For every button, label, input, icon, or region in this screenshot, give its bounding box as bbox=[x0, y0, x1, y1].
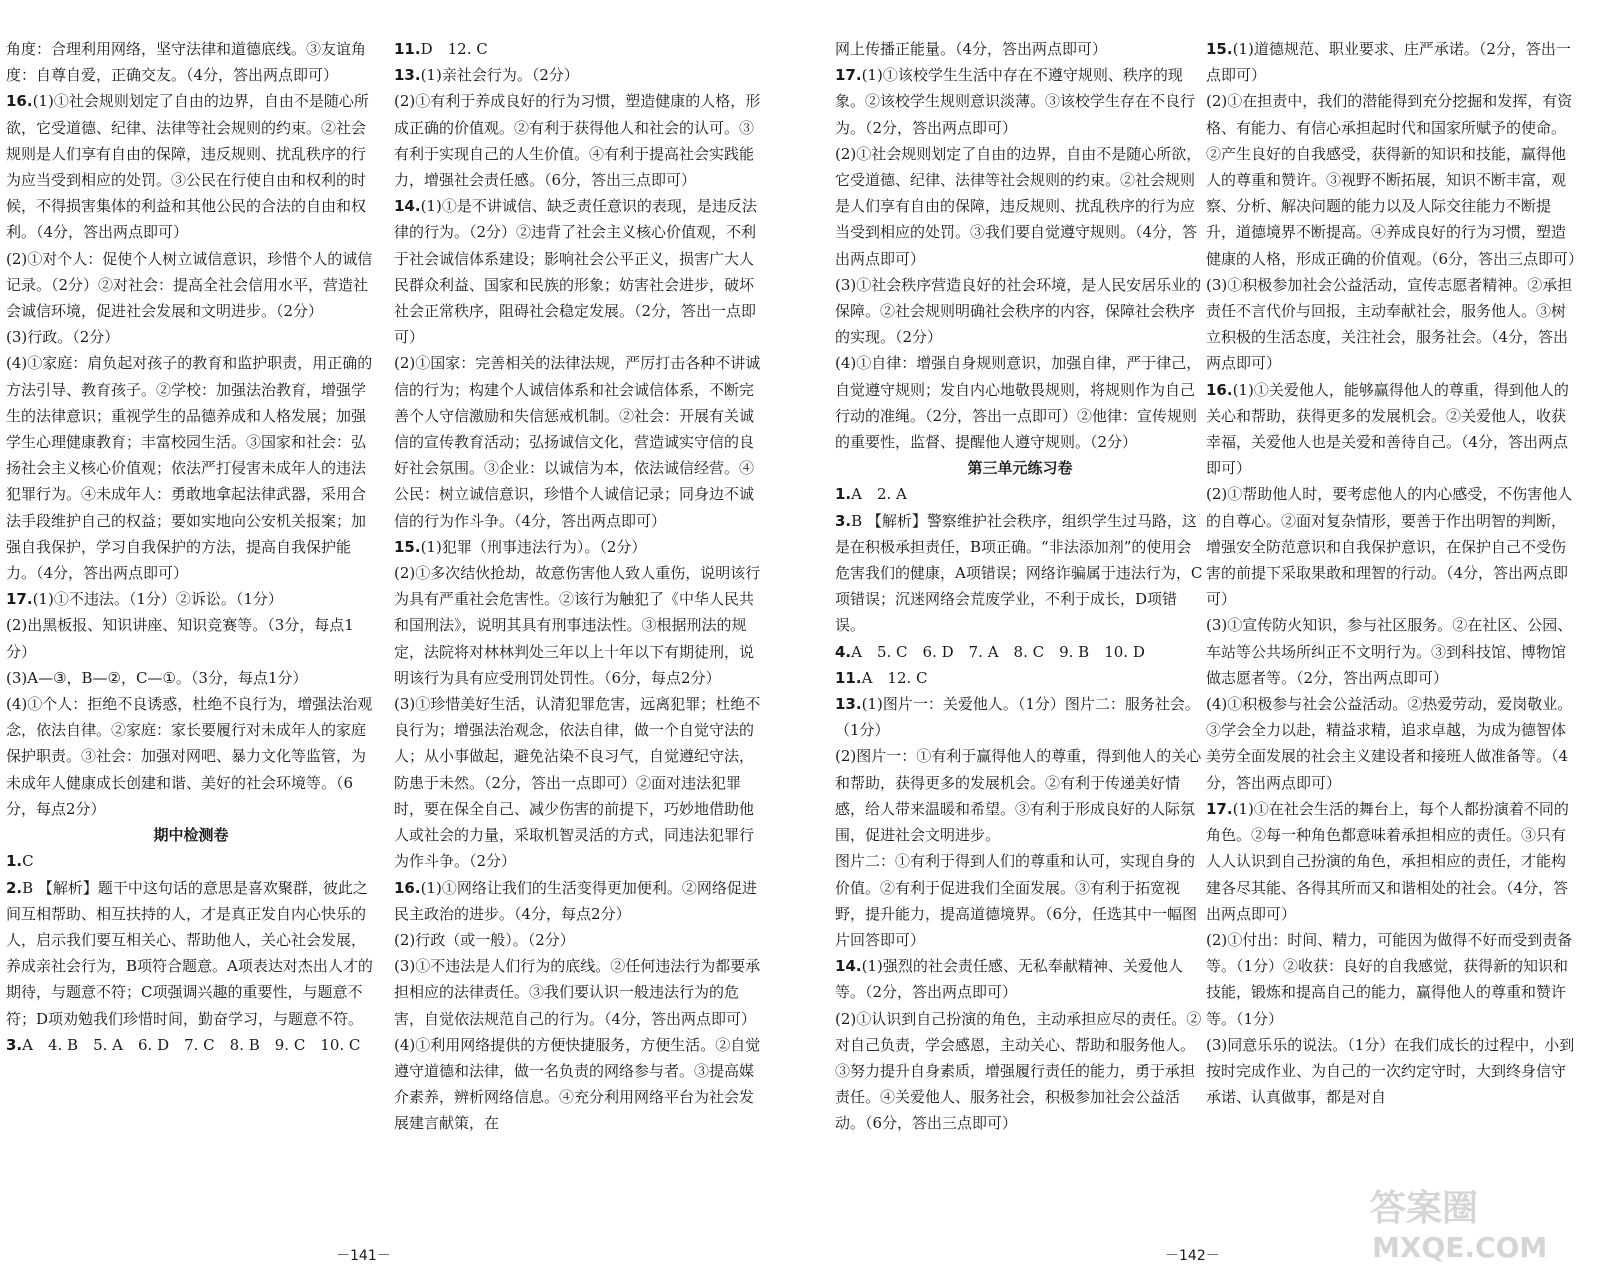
question-number: 1. bbox=[835, 485, 852, 504]
answer-text: (1)犯罪（刑事违法行为）。（2分） bbox=[420, 537, 647, 556]
answer-paragraph bbox=[835, 665, 1205, 691]
answer-paragraph bbox=[1206, 36, 1576, 88]
answer-paragraph bbox=[6, 586, 376, 612]
answer-paragraph bbox=[1206, 272, 1576, 377]
answer-text: 网上传播正能量。（4分，答出两点即可） bbox=[835, 40, 1108, 58]
answer-paragraph bbox=[1206, 377, 1576, 482]
page-141-column-left bbox=[6, 36, 376, 1058]
answer-text: (2)出黑板报、知识讲座、知识竞赛等。（3分，每点1分） bbox=[6, 616, 354, 661]
answer-text: (2)①有利于养成良好的行为习惯，塑造健康的人格，形成正确的价值观。②有利于获得他人和社会的认可。③有利于实现自己的人生价值。④有利于提高社会实践能力，增强社会责任感。（6分，答出三点即可） bbox=[394, 92, 761, 190]
question-number: 13. bbox=[394, 66, 421, 85]
question-number: 2. bbox=[6, 878, 23, 897]
answer-paragraph bbox=[394, 927, 764, 953]
answer-text: (1)①社会规则划定了自由的边界，自由不是随心所欲，它受道德、纪律、法律等社会规则的约束。②社会规则是人们享有自由的保障，违反规则、扰乱秩序的行为应当受到相应的处罚。③公民在行使自由和权利的时候，不得损害集体的利益和其他公民的合法的自由和权利。（4分，答出两点即可） bbox=[6, 92, 369, 242]
answer-paragraph bbox=[6, 1032, 376, 1058]
watermark-text-en: MXQE.COM bbox=[1372, 1231, 1548, 1264]
answer-paragraph bbox=[394, 36, 764, 62]
answer-text: (2)①帮助他人时，要考虑他人的内心感受，不伤害他人的自尊心。②面对复杂情形，要善于作出明智的判断，增强安全防范意识和自我保护意识，在保护自己不受伤害的前提下采取果敢和理智的行动。（4分，答出两点即可） bbox=[1206, 485, 1573, 609]
answer-paragraph bbox=[1206, 796, 1576, 927]
answer-text: (4)①自律：增强自身规则意识，加强自律，严于律己，自觉遵守规则；发自内心地敬畏规则，将规则作为自己行动的准绳。（2分，答出一点即可）②他律：宣传规则的重要性，监督、提醒他人遵守规则。（2分） bbox=[835, 354, 1202, 452]
question-number: 17. bbox=[835, 66, 862, 85]
answer-paragraph bbox=[6, 848, 376, 874]
question-number: 11. bbox=[835, 668, 862, 687]
answer-text: (3)①积极参加社会公益活动，宣传志愿者精神。②承担责任不言代价与回报，主动奉献社会，服务他人。③树立积极的生活态度，关注社会，服务社会。（4分，答出两点即可） bbox=[1206, 275, 1573, 373]
answer-text: (1)①是不讲诚信、缺乏责任意识的表现，是违反法律的行为。（2分）②违背了社会主义核心价值观，不利于社会诚信体系建设；影响社会公平正义，损害广大人民群众利益、国家和民族的形象；妨害社会进步，破坏社会正常秩序，阻碍社会稳定发展。（2分，答出一点即可） bbox=[394, 197, 757, 347]
answer-text: (3)同意乐乐的说法。（1分）在我们成长的过程中，小到按时完成作业、为自己的一次约定守时，大到终身信守承诺、认真做事，都是对自 bbox=[1206, 1035, 1575, 1107]
answer-text: (2)①多次结伙抢劫，故意伤害他人致人重伤，说明该行为具有严重社会危害性。②该行为触犯了《中华人民共和国刑法》，说明其具有刑事违法性。③根据刑法的规定，法院将对林林判处三年以上十年以下有期徒刑，说明该行为具有应受刑罚处罚性。（6分，每点2分） bbox=[394, 564, 761, 687]
answer-text: 角度：合理利用网络，坚守法律和道德底线。③友谊角度：自尊自爱，正确交友。（4分，答出两点即可） bbox=[6, 40, 367, 85]
answer-text: (1)道德规范、职业要求、庄严承诺。（2分，答出一点即可） bbox=[1206, 40, 1571, 85]
answer-paragraph bbox=[835, 350, 1205, 455]
answer-paragraph bbox=[394, 1032, 764, 1137]
answer-text: A 2. A bbox=[851, 485, 907, 504]
answer-paragraph bbox=[394, 953, 764, 1032]
question-number: 15. bbox=[394, 537, 421, 556]
answer-text: (3)A—③，B—②，C—①。（3分，每点1分） bbox=[6, 668, 308, 687]
answer-text: (2)行政（或一般）。（2分） bbox=[394, 930, 575, 949]
section-heading: 期中检测卷 bbox=[153, 826, 229, 845]
answer-text: (1)①不违法。（1分）②诉讼。（1分） bbox=[32, 590, 283, 609]
answer-text: B 【解析】警察维护社会秩序，组织学生过马路，这是在积极承担责任，B项正确。“非法添加剂”的使用会危害我们的健康，A项错误；网络诈骗属于违法行为，C项错误；沉迷网络会荒废学业，不利于成长，D项错误。 bbox=[835, 511, 1203, 635]
answer-text: (3)①珍惜美好生活，认清犯罪危害，远离犯罪；杜绝不良行为；增强法治观念，依法自律，做一个自觉守法的人；从小事做起，避免沾染不良习气，自觉遵纪守法，防患于未然。（2分，答出一点即可）②面对违法犯罪时，要在保全自己、减少伤害的前提下，巧妙地借助他人或社会的力量，采取机智灵活的方式，同违法犯罪行为作斗争。（2分） bbox=[394, 695, 761, 871]
watermark-logo bbox=[1360, 1175, 1585, 1265]
page-142-column-right bbox=[1206, 36, 1584, 1110]
answer-text: (2)①在担责中，我们的潜能得到充分挖掘和发挥，有资格、有能力、有信心承担起时代和国家所赋予的使命。②产生良好的自我感受，获得新的知识和技能，赢得他人的尊重和赞许。③视野不断拓展，知识不断丰富，观察、分析、解决问题的能力以及人际交往能力不断提升，道德境界不断提高。④养成良好的行为习惯，塑造健康的人格，形成正确的价值观。（6分，答出三点即可） bbox=[1206, 92, 1584, 268]
answer-paragraph bbox=[6, 324, 376, 350]
answer-text: (3)行政。（2分） bbox=[6, 328, 120, 347]
answer-text: (1)①网络让我们的生活变得更加便利。②网络促进民主政治的进步。（4分，每点2分） bbox=[394, 878, 757, 923]
question-number: 15. bbox=[1206, 40, 1233, 58]
answer-text: (1)①在社会生活的舞台上，每个人都扮演着不同的角色。②每一种角色都意味着承担相应的责任。③只有人人认识到自己扮演的角色，承担相应的责任，才能构建各尽其能、各得其所而又和谐相处的社会。（4分，答出两点即可） bbox=[1206, 799, 1569, 923]
answer-text: (2)①付出：时间、精力，可能因为做得不好而受到责备等。（1分）②收获：良好的自我感觉，获得新的知识和技能，锻炼和提高自己的能力，赢得他人的尊重和赞许等。（1分） bbox=[1206, 930, 1573, 1028]
question-number: 14. bbox=[394, 197, 421, 216]
question-number: 13. bbox=[835, 695, 862, 714]
answer-paragraph bbox=[835, 691, 1205, 743]
answer-paragraph bbox=[394, 62, 764, 88]
watermark-text-cn: 答案圈 bbox=[1370, 1188, 1479, 1229]
answer-paragraph bbox=[835, 481, 1205, 507]
answer-text: D 12. C bbox=[420, 40, 488, 58]
answer-text: (4)①积极参与社会公益活动。②热爱劳动，爱岗敬业。③学会全力以赴，精益求精，追求卓越，为成为德智体美劳全面发展的社会主义建设者和接班人做准备等。（4分，答出两点即可） bbox=[1206, 695, 1573, 792]
answer-text: (1)强烈的社会责任感、无私奉献精神、关爱他人等。（2分，答出两点即可） bbox=[835, 957, 1183, 1002]
answer-paragraph bbox=[394, 534, 764, 560]
answer-text: (3)①宣传防火知识，参与社区服务。②在社区、公园、车站等公共场所纠正不文明行为。③到科技馆、博物馆做志愿者等。（2分，答出两点即可） bbox=[1206, 616, 1573, 687]
answer-text: (2)①社会规则划定了自由的边界，自由不是随心所欲，它受道德、纪律、法律等社会规则的约束。②社会规则是人们享有自由的保障，违反规则、扰乱秩序的行为应当受到相应的处罚。③我们要自觉遵守规则。（4分，答出两点即可） bbox=[835, 144, 1202, 268]
answer-paragraph bbox=[6, 36, 376, 88]
answer-paragraph bbox=[394, 350, 764, 533]
answer-text: (3)①不违法是人们行为的底线。②任何违法行为都要承担相应的法律责任。③我们要认识一般违法行为的危害，自觉依法规范自己的行为。（4分，答出两点即可） bbox=[394, 957, 761, 1028]
answer-text: (1)图片一：关爱他人。（1分）图片二：服务社会。（1分） bbox=[835, 695, 1200, 740]
question-number: 14. bbox=[835, 957, 862, 976]
answer-text: (1)①关爱他人，能够赢得他人的尊重，得到他人的关心和帮助，获得更多的发展机会。②关爱他人，收获幸福，关爱他人也是关爱和善待自己。（4分，答出两点即可） bbox=[1206, 380, 1569, 478]
answer-paragraph bbox=[6, 875, 376, 1032]
answer-paragraph bbox=[394, 193, 764, 350]
question-number: 17. bbox=[6, 590, 33, 609]
answer-text: (4)①个人：拒绝不良诱惑，杜绝不良行为，增强法治观念，依法自律。②家庭：家长要履行对未成年人的家庭保护职责。③社会：加强对网吧、暴力文化等监管，为未成年人健康成长创建和谐、美好的社会环境等。（6分，每点2分） bbox=[6, 695, 373, 818]
answer-text: (1)亲社会行为。（2分） bbox=[420, 66, 579, 85]
answer-paragraph bbox=[394, 691, 764, 874]
answer-text: 图片二：①有利于得到人们的尊重和认可，实现自身的价值。②有利于促进我们全面发展。③有利于拓宽视野，提升能力，提高道德境界。（6分，任选其中一幅图片回答即可） bbox=[835, 852, 1198, 949]
question-number: 16. bbox=[394, 878, 421, 897]
answer-paragraph bbox=[835, 743, 1205, 848]
question-number: 3. bbox=[6, 1035, 23, 1054]
answer-paragraph bbox=[835, 953, 1205, 1005]
answer-paragraph bbox=[394, 88, 764, 193]
answer-paragraph bbox=[394, 875, 764, 927]
answer-paragraph bbox=[1206, 691, 1576, 796]
answer-text: (4)①家庭：肩负起对孩子的教育和监护职责，用正确的方法引导、教育孩子。②学校：加强法治教育，增强学生的法律意识；重视学生的品德养成和人格发展；加强学生心理健康教育；丰富校园生活。③国家和社会：弘扬社会主义核心价值观；依法严打侵害未成年人的违法犯罪行为。④未成年人：勇敢地拿起法律武器，采用合法手段维护自己的权益；要如实地向公安机关报案；加强自我保护，学习自我保护的方法，提高自我保护能力。（4分，答出两点即可） bbox=[6, 354, 373, 583]
answer-paragraph bbox=[1206, 481, 1576, 612]
answer-paragraph bbox=[6, 691, 376, 822]
answer-text: (3)①社会秩序营造良好的社会环境，是人民安居乐业的保障。②社会规则明确社会秩序的内容，保障社会秩序的实现。（2分） bbox=[835, 275, 1202, 347]
answer-paragraph bbox=[835, 36, 1205, 62]
answer-paragraph bbox=[1206, 1032, 1576, 1111]
page-142-column-left bbox=[835, 36, 1205, 1137]
answer-paragraph bbox=[394, 560, 764, 691]
answer-paragraph bbox=[835, 639, 1205, 665]
answer-paragraph bbox=[835, 848, 1205, 953]
answer-paragraph bbox=[835, 508, 1205, 639]
question-number: 4. bbox=[835, 642, 852, 661]
question-number: 1. bbox=[6, 852, 23, 871]
answer-paragraph bbox=[6, 88, 376, 245]
answer-text: (2)图片一：①有利于赢得他人的尊重，得到他人的关心和帮助，获得更多的发展机会。②有利于传递美好情感，给人带来温暖和希望。③有利于形成良好的人际氛围，促进社会文明进步。 bbox=[835, 747, 1202, 845]
answer-text: (2)①对个人：促使个人树立诚信意识，珍惜个人的诚信记录。（2分）②对社会：提高全社会信用水平，营造社会诚信环境，促进社会发展和文明进步。（2分） bbox=[6, 249, 373, 321]
answer-paragraph bbox=[6, 350, 376, 586]
answer-paragraph bbox=[6, 246, 376, 325]
question-number: 11. bbox=[394, 40, 421, 58]
answer-text: (4)①利用网络提供的方便快捷服务，方便生活。②自觉遵守道德和法律，做一名负责的网络参与者。③提高媒介素养，辨析网络信息。④充分利用网络平台为社会发展建言献策，在 bbox=[394, 1035, 761, 1133]
answer-paragraph bbox=[835, 1006, 1205, 1137]
answer-text: (2)①国家：完善相关的法律法规，严厉打击各种不讲诚信的行为；构建个人诚信体系和社会诚信体系，不断完善个人守信激励和失信惩戒机制。②社会：开展有关诚信的宣传教育活动；弘扬诚信文化，营造诚实守信的良好社会氛围。③企业：以诚信为本，依法诚信经营。④公民：树立诚信意识，珍惜个人诚信记录；同身边不诚信的行为作斗争。（4分，答出两点即可） bbox=[394, 354, 761, 530]
question-number: 16. bbox=[1206, 380, 1233, 399]
answer-text: A 5. C 6. D 7. A 8. C 9. B 10. D bbox=[851, 642, 1145, 661]
answer-text: C bbox=[22, 852, 34, 871]
answer-text: (2)①认识到自己扮演的角色，主动承担应尽的责任。②对自己负责，学会感恩，主动关心、帮助和服务他人。③努力提升自身素质，增强履行责任的能力，勇于承担责任。④关爱他人、服务社会，积极参加社会公益活动。（6分，答出三点即可） bbox=[835, 1009, 1202, 1133]
answer-paragraph bbox=[6, 612, 376, 664]
answer-text: B 【解析】题干中这句话的意思是喜欢聚群，彼此之间互相帮助、相互扶持的人，才是真正发自内心快乐的人，启示我们要互相关心、帮助他人，关心社会发展，养成亲社会行为，B项符合题意。A项表达对杰出人才的期待，与题意不符；C项强调兴趣的重要性，与题意不符；D项劝勉我们珍惜时间，勤奋学习，与题意不符。 bbox=[6, 878, 373, 1028]
answer-text: A 4. B 5. A 6. D 7. C 8. B 9. C 10. C bbox=[22, 1035, 361, 1054]
answer-paragraph bbox=[1206, 927, 1576, 1032]
page-number-141: －141－ bbox=[336, 1248, 391, 1264]
answer-paragraph bbox=[6, 665, 376, 691]
question-number: 3. bbox=[835, 511, 852, 530]
question-number: 16. bbox=[6, 92, 33, 111]
answer-paragraph bbox=[1206, 88, 1584, 271]
section-heading: 第三单元练习卷 bbox=[967, 459, 1073, 478]
page-number-142: －142－ bbox=[1165, 1248, 1220, 1264]
answer-text: A 12. C bbox=[861, 668, 928, 687]
answer-text: (1)①该校学生生活中存在不遵守规则、秩序的现象。②该校学生规则意识淡薄。③该校学生存在不良行为。（2分，答出两点即可） bbox=[835, 66, 1196, 137]
answer-paragraph bbox=[835, 141, 1205, 272]
answer-paragraph bbox=[835, 272, 1205, 351]
page-141-column-right bbox=[394, 36, 764, 1137]
question-number: 17. bbox=[1206, 799, 1233, 818]
answer-paragraph bbox=[1206, 612, 1576, 691]
answer-paragraph bbox=[835, 62, 1205, 141]
